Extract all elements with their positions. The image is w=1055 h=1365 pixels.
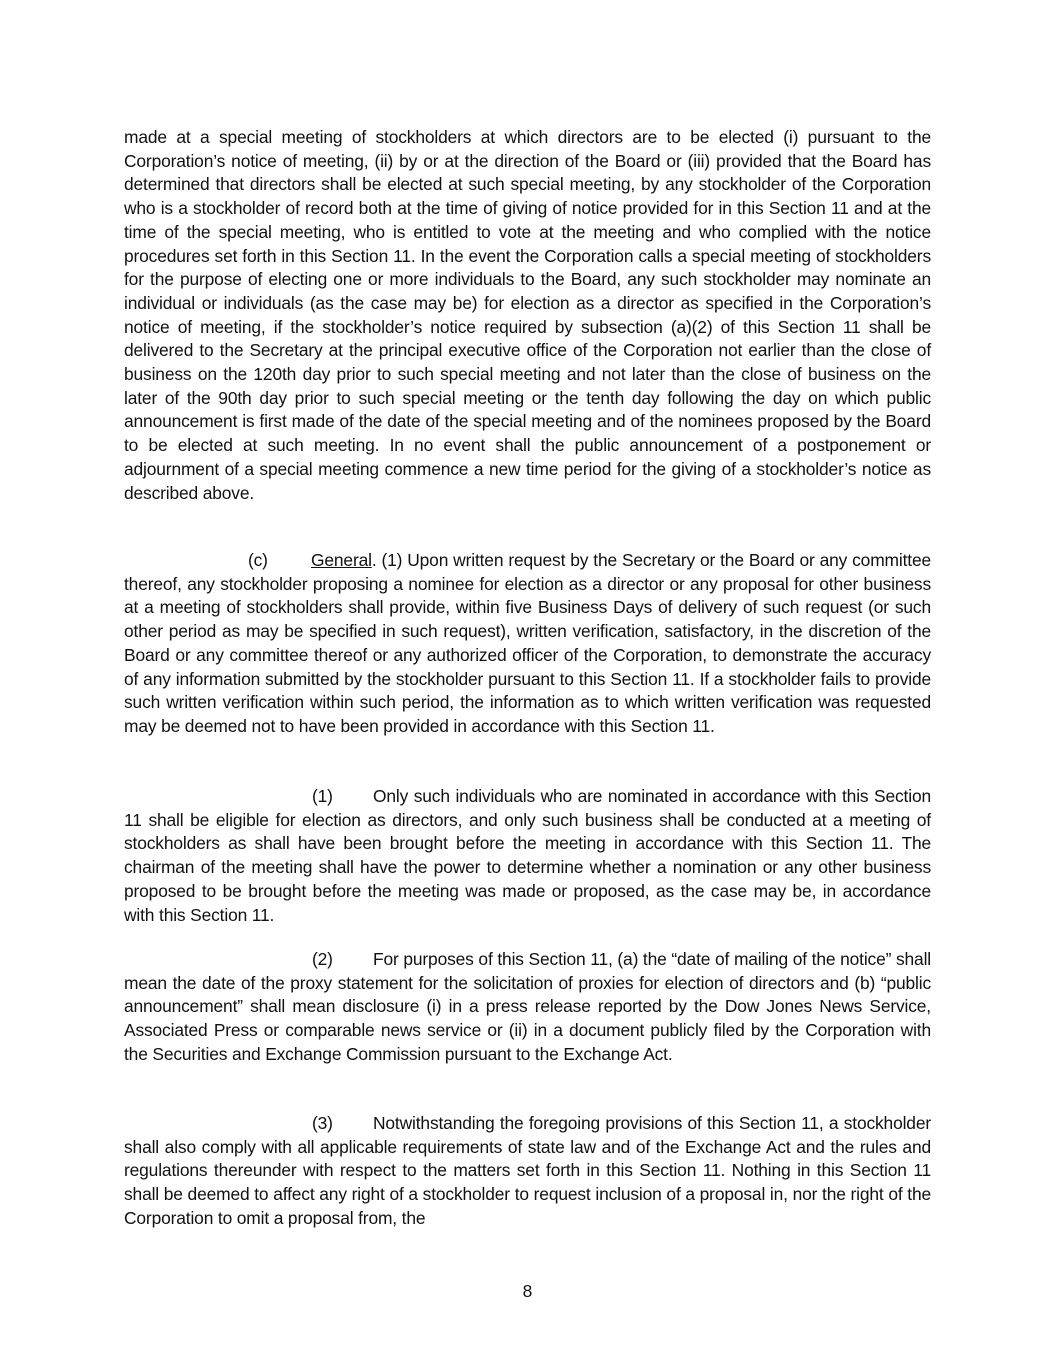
section-c-text: . (1) Upon written request by the Secretary or the Board or any committee thereof, any stockholder proposing a nominee for election as a director or any proposal for other business at a meeting of stockholders shall provide, within five Business Days of delivery of such request (or such other period as may be specified in such request), written verification, satisfactory, in the discretion of the Board or any committee thereof or any authorized officer of the Corporation, to demonstrate the accuracy of any information submitted by the stockholder pursuant to this Section 11. If a stockholder fails to provide such written verification within such period, the information as to which written verification was requested may be deemed not to have been provided in accordance with this Section 11. bbox=[124, 550, 931, 736]
item-2-definitions bbox=[124, 948, 931, 1067]
paragraph-special-meeting-nominations: made at a special meeting of stockholders at which directors are to be elected (i) pursuant to the Corporation’s notice of meeting, (ii) by or at the direction of the Board or (iii) provided that the Board has determined that directors shall be elected at such special meeting, by any stockholder of the Corporation who is a stockholder of record both at the time of giving of notice provided for in this Section 11 and at the time of the special meeting, who is entitled to vote at the meeting and who complied with the notice procedures set forth in this Section 11. In the event the Corporation calls a special meeting of stockholders for the purpose of electing one or more individuals to the Board, any such stockholder may nominate an individual or individuals (as the case may be) for election as a director as specified in the Corporation’s notice of meeting, if the stockholder’s notice required by subsection (a)(2) of this Section 11 shall be delivered to the Secretary at the principal executive office of the Corporation not earlier than the close of business on the 120th day prior to such special meeting and not later than the close of business on the later of the 90th day prior to such special meeting or the tenth day following the day on which public announcement is first made of the date of the special meeting and of the nominees proposed by the Board to be elected at such meeting. In no event shall the public announcement of a postponement or adjournment of a special meeting commence a new time period for the giving of a stockholder’s notice as described above. bbox=[124, 127, 931, 503]
item-1-eligibility bbox=[124, 785, 931, 927]
item-2-label: (2) bbox=[312, 949, 333, 969]
item-1-text: Only such individuals who are nominated in accordance with this Section 11 shall be eligible for election as directors, and only such business shall be conducted at a meeting of stockholders as shall have been brought before the meeting in accordance with this Section 11. The chairman of the meeting shall have the power to determine whether a nomination or any other business proposed to be brought before the meeting was made or proposed, as the case may be, in accordance with this Section 11. bbox=[124, 786, 931, 925]
item-3-label: (3) bbox=[312, 1113, 333, 1133]
item-1-label: (1) bbox=[312, 786, 333, 806]
item-2-text: For purposes of this Section 11, (a) the “date of mailing of the notice” shall mean the date of the proxy statement for the solicitation of proxies for election of directors and (b) “public announcement” shall mean disclosure (i) in a press release reported by the Dow Jones News Service, Associated Press or comparable news service or (ii) in a document publicly filed by the Corporation with the Securities and Exchange Commission pursuant to the Exchange Act. bbox=[124, 949, 931, 1064]
page-number: 8 bbox=[522, 1281, 533, 1301]
section-c-general bbox=[124, 549, 931, 739]
item-3-text: Notwithstanding the foregoing provisions of this Section 11, a stockholder shall also comply with all applicable requirements of state law and of the Exchange Act and the rules and regulations thereunder with respect to the matters set forth in this Section 11. Nothing in this Section 11 shall be deemed to affect any right of a stockholder to request inclusion of a proposal in, nor the right of the Corporation to omit a proposal from, the bbox=[124, 1113, 931, 1228]
item-3-compliance bbox=[124, 1112, 931, 1231]
section-c-heading: General bbox=[311, 550, 372, 570]
section-c-label: (c) bbox=[248, 550, 268, 570]
